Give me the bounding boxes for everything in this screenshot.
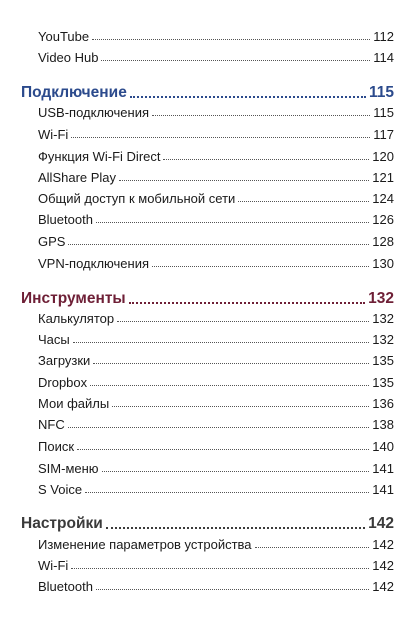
- toc-entry-label: GPS: [38, 234, 66, 249]
- toc-entry-label: SIM-меню: [38, 461, 99, 476]
- toc-section-settings[interactable]: [21, 511, 394, 533]
- toc-entry-label: AllShare Play: [38, 170, 117, 185]
- toc-entry-label: Video Hub: [38, 50, 99, 65]
- dot-leader: [152, 253, 369, 271]
- toc-entry-page: 121: [372, 170, 394, 185]
- toc-entry-label: Bluetooth: [38, 579, 93, 594]
- dot-leader: [90, 372, 369, 390]
- dot-leader: [129, 286, 365, 308]
- toc-entry-label: USB-подключения: [38, 105, 149, 120]
- toc-entry-page: 135: [372, 375, 394, 390]
- dot-leader: [119, 167, 369, 185]
- toc-entry-page: 132: [372, 311, 394, 326]
- toc-entry-tethering[interactable]: [38, 188, 394, 206]
- toc-entry-page: 126: [372, 212, 394, 227]
- dot-leader: [96, 576, 369, 594]
- toc-entry-label: Поиск: [38, 439, 75, 454]
- toc-entry-label: Wi-Fi: [38, 558, 69, 573]
- dot-leader: [85, 479, 369, 497]
- toc-entry-label: Загрузки: [38, 353, 91, 368]
- dot-leader: [73, 329, 370, 347]
- dot-leader: [106, 511, 365, 533]
- dot-leader: [102, 458, 370, 476]
- dot-leader: [238, 188, 369, 206]
- toc-entry-label: YouTube: [38, 29, 90, 44]
- toc-entry-sim-menu[interactable]: [38, 458, 394, 476]
- toc-entry-page: 132: [372, 332, 394, 347]
- toc-entry-page: 130: [372, 256, 394, 271]
- dot-leader: [96, 209, 369, 227]
- dot-leader: [152, 102, 370, 120]
- toc-entry-page: 135: [372, 353, 394, 368]
- dot-leader: [77, 436, 369, 454]
- toc-entry-youtube[interactable]: [38, 26, 394, 44]
- dot-leader: [68, 231, 369, 249]
- toc-section-title: Настройки: [21, 515, 103, 532]
- toc-entry-label: VPN-подключения: [38, 256, 149, 271]
- toc-entry-page: 136: [372, 396, 394, 411]
- toc-entry-s-voice[interactable]: [38, 479, 394, 497]
- dot-leader: [68, 414, 370, 432]
- toc-entry-page: 112: [373, 29, 394, 44]
- toc-entry-video-hub[interactable]: [38, 47, 394, 65]
- toc-entry-clock[interactable]: [38, 329, 394, 347]
- toc-entry-label: Dropbox: [38, 375, 88, 390]
- dot-leader: [71, 124, 370, 142]
- toc-entry-dropbox[interactable]: [38, 372, 394, 390]
- toc-section-tools[interactable]: [21, 286, 394, 308]
- dot-leader: [163, 146, 369, 164]
- toc-entry-page: 138: [372, 417, 394, 432]
- toc-entry-settings-wifi[interactable]: [38, 555, 394, 573]
- toc-entry-label: Мои файлы: [38, 396, 110, 411]
- toc-entry-label: S Voice: [38, 482, 83, 497]
- toc-entry-label: Общий доступ к мобильной сети: [38, 191, 236, 206]
- toc-entry-downloads[interactable]: [38, 350, 394, 368]
- toc-entry-usb[interactable]: [38, 102, 394, 120]
- toc-section-connections[interactable]: [21, 80, 394, 102]
- dot-leader: [255, 534, 370, 552]
- toc-entry-page: 120: [372, 149, 394, 164]
- dot-leader: [130, 80, 366, 102]
- toc-entry-label: Часы: [38, 332, 70, 347]
- toc-entry-label: NFC: [38, 417, 65, 432]
- toc-section-page: 115: [368, 84, 394, 101]
- toc-entry-label: Bluetooth: [38, 212, 93, 227]
- toc-entry-label: Функция Wi-Fi Direct: [38, 149, 161, 164]
- toc-entry-settings-bluetooth[interactable]: [38, 576, 394, 594]
- toc-entry-device-settings[interactable]: [38, 534, 394, 552]
- dot-leader: [71, 555, 369, 573]
- dot-leader: [112, 393, 369, 411]
- toc-entry-page: 124: [372, 191, 394, 206]
- dot-leader: [101, 47, 370, 65]
- toc-entry-nfc[interactable]: [38, 414, 394, 432]
- toc-entry-page: 142: [372, 537, 394, 552]
- toc-entry-page: 115: [373, 105, 394, 120]
- toc-entry-page: 140: [372, 439, 394, 454]
- toc-entry-search[interactable]: [38, 436, 394, 454]
- dot-leader: [93, 350, 369, 368]
- toc-section-page: 142: [368, 515, 394, 532]
- toc-entry-page: 142: [372, 558, 394, 573]
- toc-entry-page: 142: [372, 579, 394, 594]
- toc-entry-page: 128: [372, 234, 394, 249]
- dot-leader: [92, 26, 370, 44]
- toc-entry-calculator[interactable]: [38, 308, 394, 326]
- toc-entry-page: 141: [372, 482, 394, 497]
- toc-entry-label: Калькулятор: [38, 311, 115, 326]
- toc-entry-gps[interactable]: [38, 231, 394, 249]
- toc-section-title: Инструменты: [21, 290, 126, 307]
- toc-entry-my-files[interactable]: [38, 393, 394, 411]
- toc-entry-vpn[interactable]: [38, 253, 394, 271]
- toc-entry-page: 117: [373, 127, 394, 142]
- toc-section-title: Подключение: [21, 84, 127, 101]
- toc-entry-bluetooth[interactable]: [38, 209, 394, 227]
- toc-entry-page: 114: [373, 50, 394, 65]
- toc-entry-label: Wi-Fi: [38, 127, 69, 142]
- toc-entry-page: 141: [372, 461, 394, 476]
- toc-entry-wifi[interactable]: [38, 124, 394, 142]
- dot-leader: [117, 308, 369, 326]
- toc-entry-allshare-play[interactable]: [38, 167, 394, 185]
- toc-entry-label: Изменение параметров устройства: [38, 537, 252, 552]
- toc-section-page: 132: [368, 290, 394, 307]
- toc-entry-wifi-direct[interactable]: [38, 146, 394, 164]
